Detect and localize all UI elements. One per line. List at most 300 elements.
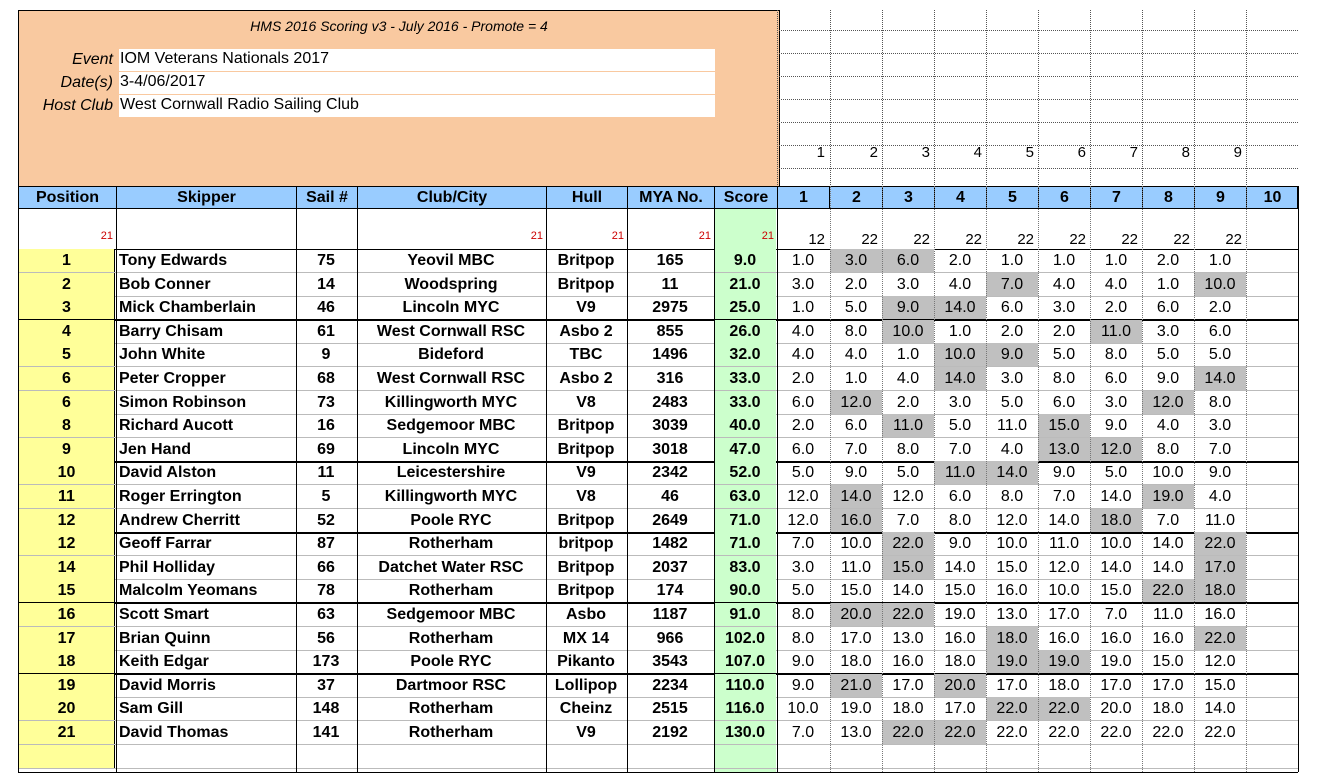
race-result-cell[interactable]: 11.0 [1205,511,1235,529]
sail-number-cell: 11 [317,464,335,482]
race-result-cell[interactable]: 10.0 [934,343,986,366]
race-result-cell[interactable]: 13.0 [892,629,924,647]
score-cell: 26.0 [714,320,776,343]
table-row[interactable] [18,249,1298,273]
race-result-cell[interactable]: 15.0 [882,556,934,579]
race-column-divider [882,186,883,772]
race-result-cell[interactable]: 6.0 [791,440,815,458]
race-result-cell[interactable]: 16.0 [1204,606,1236,623]
race-result-cell[interactable]: 3.0 [1104,393,1128,411]
table-row[interactable] [18,603,1298,627]
club-cell: Sedgemoor MBC [386,417,516,435]
race-result-cell[interactable]: 11.0 [934,461,986,484]
column-header-5[interactable]: 5 [987,187,1039,208]
race-result-cell[interactable]: 1.0 [948,322,972,340]
race-result-cell[interactable]: 5.0 [948,417,972,435]
race-result-cell[interactable]: 22.0 [882,532,934,555]
table-row[interactable] [18,721,1298,745]
race-result-cell[interactable]: 7.0 [1156,511,1180,529]
event-field[interactable] [119,49,715,71]
race-result-cell[interactable]: 7.0 [896,511,920,529]
race-result-cell[interactable]: 1.0 [1104,252,1128,269]
race-result-cell[interactable]: 17.0 [996,676,1028,694]
race-result-cell[interactable]: 22.0 [882,721,934,744]
race-result-cell[interactable]: 14.0 [1152,558,1184,576]
race-result-cell[interactable]: 14.0 [830,485,882,508]
race-result-cell[interactable]: 6.0 [948,488,972,505]
race-count: 22 [1225,231,1242,248]
column-header-2[interactable]: 2 [831,187,883,208]
race-result-cell[interactable]: 22.0 [1194,532,1246,555]
race-result-cell[interactable]: 15.0 [840,582,872,600]
race-result-cell[interactable]: 19.0 [944,606,976,623]
race-result-cell[interactable]: 8.0 [844,322,868,340]
score-cell: 47.0 [714,438,776,461]
race-result-cell[interactable]: 4.0 [1104,275,1128,293]
race-result-cell[interactable]: 17.0 [840,629,872,647]
race-result-cell[interactable]: 17.0 [1100,676,1132,694]
race-result-cell[interactable]: 4.0 [1208,488,1232,505]
column-divider [116,186,117,772]
race-result-cell[interactable]: 7.0 [1208,440,1232,458]
race-result-cell[interactable]: 1.0 [1052,252,1076,269]
race-result-cell[interactable]: 10.0 [882,320,934,343]
mya-number-cell: 316 [656,370,684,387]
hull-cell: Pikanto [557,653,615,671]
race-result-cell[interactable]: 16.0 [1100,629,1132,647]
race-result-cell[interactable]: 12.0 [1090,438,1142,461]
race-result-cell[interactable]: 9.0 [882,296,934,319]
race-result-cell[interactable]: 6.0 [1104,370,1128,387]
race-result-cell[interactable]: 3.0 [1208,417,1232,435]
race-result-cell[interactable]: 5.0 [1156,346,1180,364]
score-cell: 52.0 [714,461,776,484]
race-result-cell[interactable]: 11.0 [882,414,934,437]
sail-number-cell: 148 [312,700,340,718]
race-result-cell[interactable]: 6.0 [1156,299,1180,317]
race-result-cell[interactable]: 22.0 [1038,697,1090,720]
race-column-divider [986,186,987,772]
race-result-cell[interactable]: 15.0 [1100,582,1132,600]
column-divider [714,186,715,772]
table-row[interactable] [18,650,1298,675]
race-result-cell[interactable]: 18.0 [986,627,1038,650]
race-result-cell[interactable]: 1.0 [844,370,868,387]
race-result-cell[interactable]: 2.0 [1000,322,1024,340]
table-row[interactable] [18,627,1298,651]
score-cell: 116.0 [714,697,776,720]
race-result-cell[interactable]: 22.0 [1100,724,1132,741]
race-result-cell[interactable]: 21.0 [830,674,882,697]
race-result-cell[interactable]: 14.0 [1152,535,1184,553]
race-result-cell[interactable]: 13.0 [840,724,872,741]
race-result-cell[interactable]: 5.0 [791,582,815,600]
club-cell: Rotherham [408,700,494,718]
race-result-cell[interactable]: 5.0 [896,464,920,482]
race-result-cell[interactable]: 3.0 [830,249,882,272]
race-result-cell[interactable]: 2.0 [844,275,868,293]
club-cell: Lincoln MYC [402,440,500,458]
race-number-top: 6 [1077,144,1086,161]
score-cell: 91.0 [714,603,776,626]
race-result-cell[interactable]: 16.0 [830,509,882,532]
club-cell: Rotherham [408,582,494,600]
race-result-cell[interactable]: 12.0 [830,391,882,414]
race-result-cell[interactable]: 19.0 [986,650,1038,673]
race-result-cell[interactable]: 3.0 [1000,370,1024,387]
hull-cell: V8 [576,393,596,411]
race-result-cell[interactable]: 17.0 [1048,606,1080,623]
race-result-cell[interactable]: 16.0 [996,582,1028,600]
race-result-cell[interactable]: 4.0 [844,346,868,364]
race-result-cell[interactable]: 3.0 [896,275,920,293]
column-header-8[interactable]: 8 [1143,187,1195,208]
race-result-cell[interactable]: 9.0 [1052,464,1076,482]
race-result-cell[interactable]: 7.0 [986,273,1038,296]
race-result-cell[interactable]: 8.0 [1156,440,1180,458]
race-result-cell[interactable]: 15.0 [1038,414,1090,437]
table-row[interactable] [18,438,1298,463]
race-result-cell[interactable]: 22.0 [996,724,1028,741]
column-header-3[interactable]: 3 [883,187,935,208]
club-cell: Poole RYC [410,653,492,671]
race-result-cell[interactable]: 10.0 [787,700,819,718]
race-result-cell[interactable]: 19.0 [1038,650,1090,673]
race-result-cell[interactable]: 7.0 [791,535,815,553]
skipper-cell: Roger Errington [119,488,242,505]
table-row[interactable] [18,556,1298,580]
race-result-cell[interactable]: 9.0 [791,676,815,694]
race-result-cell[interactable]: 19.0 [1142,485,1194,508]
race-result-cell[interactable]: 7.0 [1104,606,1128,623]
club-cell: Bideford [418,346,484,364]
table-row[interactable] [18,296,1298,321]
race-result-cell[interactable]: 1.0 [1208,252,1232,269]
race-result-cell[interactable]: 5.0 [1208,346,1232,364]
race-result-cell[interactable]: 5.0 [1104,464,1128,482]
race-result-cell[interactable]: 12.0 [1142,391,1194,414]
race-result-cell[interactable]: 14.0 [934,367,986,390]
race-count: 22 [913,231,930,248]
column-header-skipper[interactable]: Skipper [117,187,297,208]
race-result-cell[interactable]: 8.0 [1104,346,1128,364]
race-result-cell[interactable]: 8.0 [896,440,920,458]
race-result-cell[interactable]: 18.0 [1090,509,1142,532]
race-result-cell[interactable]: 17.0 [1152,676,1184,694]
race-result-cell[interactable]: 6.0 [1208,322,1232,340]
table-bottom-border [18,772,1298,773]
position-cell: 2 [18,273,115,296]
column-header-9[interactable]: 9 [1195,187,1247,208]
score-cell: 40.0 [714,414,776,437]
score-cell: 9.0 [714,249,776,272]
score-cell: 21.0 [714,273,776,296]
race-result-cell[interactable]: 1.0 [1156,275,1180,293]
race-result-cell[interactable]: 17.0 [1194,556,1246,579]
race-result-cell[interactable]: 16.0 [1048,629,1080,647]
club-cell: Rotherham [408,629,494,647]
race-result-cell[interactable]: 1.0 [791,299,815,317]
race-result-cell[interactable]: 12.0 [787,488,819,505]
sail-number-cell: 78 [317,582,335,600]
race-result-cell[interactable]: 14.0 [1194,367,1246,390]
mya-number-cell: 1187 [652,606,688,623]
race-result-cell[interactable]: 17.0 [892,676,924,694]
race-result-cell[interactable]: 3.0 [1156,322,1180,340]
race-result-cell[interactable]: 9.0 [948,535,972,553]
race-result-cell[interactable]: 8.0 [1052,370,1076,387]
race-count: 22 [1173,231,1190,248]
race-result-cell[interactable]: 3.0 [791,275,815,293]
race-result-cell[interactable]: 4.0 [1052,275,1076,293]
mya-number-cell: 3543 [652,653,688,671]
race-result-cell[interactable]: 8.0 [791,629,815,647]
race-result-cell[interactable]: 19.0 [840,700,872,718]
club-cell: Leicestershire [396,464,506,482]
table-row[interactable] [18,697,1298,721]
race-result-cell[interactable]: 19.0 [1100,653,1132,671]
race-result-cell[interactable]: 2.0 [791,417,815,435]
race-result-cell[interactable]: 20.0 [1100,700,1132,718]
position-cell: 3 [18,296,115,319]
race-result-cell[interactable]: 16.0 [1152,629,1184,647]
race-result-cell[interactable]: 18.0 [1194,579,1246,602]
race-result-cell[interactable]: 14.0 [892,582,924,600]
race-result-cell[interactable]: 20.0 [934,674,986,697]
table-row[interactable] [18,273,1298,297]
race-result-cell[interactable]: 5.0 [791,464,815,482]
race-result-cell[interactable]: 20.0 [830,603,882,626]
column-header-4[interactable]: 4 [935,187,987,208]
race-column-divider [1090,186,1091,772]
skipper-cell: Scott Smart [119,606,209,623]
race-result-cell[interactable]: 2.0 [791,370,815,387]
race-result-cell[interactable]: 10.0 [1194,273,1246,296]
race-number-top: 7 [1129,144,1138,161]
race-result-cell[interactable]: 12.0 [892,488,924,505]
race-result-cell[interactable]: 4.0 [896,370,920,387]
race-result-cell[interactable]: 15.0 [1152,653,1184,671]
hull-cell: V9 [576,299,596,317]
table-row[interactable] [18,343,1298,367]
column-header-hull[interactable]: Hull [547,187,628,208]
score-cell: 25.0 [714,296,776,319]
race-result-cell[interactable]: 14.0 [1048,511,1080,529]
race-result-cell[interactable]: 6.0 [1052,393,1076,411]
race-result-cell[interactable]: 9.0 [1156,370,1180,387]
race-result-cell[interactable]: 10.0 [1048,582,1080,600]
column-header-sail-[interactable]: Sail # [297,187,358,208]
race-result-cell[interactable]: 8.0 [948,511,972,529]
race-result-cell[interactable]: 4.0 [1000,440,1024,458]
race-result-cell[interactable]: 22.0 [934,721,986,744]
race-result-cell[interactable]: 22.0 [1142,579,1194,602]
race-result-cell[interactable]: 2.0 [1104,299,1128,317]
column-header-10[interactable]: 10 [1247,187,1299,208]
race-result-cell[interactable]: 10.0 [996,535,1028,553]
table-row[interactable] [18,320,1298,344]
score-cell: 130.0 [714,721,776,744]
position-cell: 4 [18,320,115,343]
club-cell: Killingworth MYC [384,488,518,505]
dates-field[interactable] [119,72,715,94]
sail-number-cell: 46 [317,299,335,317]
position-cell: 14 [18,556,115,579]
race-result-cell[interactable]: 8.0 [1208,393,1232,411]
column-header-score[interactable]: Score [715,187,778,208]
race-column-divider [1246,186,1247,772]
race-result-cell[interactable]: 22.0 [882,603,934,626]
race-result-cell[interactable]: 14.0 [1100,558,1132,576]
column-header-mya-no-[interactable]: MYA No. [628,187,715,208]
race-result-cell[interactable]: 5.0 [844,299,868,317]
race-result-cell[interactable]: 16.0 [944,629,976,647]
race-result-cell[interactable]: 17.0 [944,700,976,718]
race-result-cell[interactable]: 4.0 [791,346,815,364]
race-result-cell[interactable]: 15.0 [944,582,976,600]
race-result-cell[interactable]: 6.0 [1000,299,1024,317]
race-result-cell[interactable]: 1.0 [1000,252,1024,269]
race-result-cell[interactable]: 4.0 [791,322,815,340]
race-result-cell[interactable]: 6.0 [844,417,868,435]
race-result-cell[interactable]: 12.0 [787,511,819,529]
race-result-cell[interactable]: 2.0 [1208,299,1232,317]
skipper-cell: David Morris [119,676,216,694]
skipper-cell: Sam Gill [119,700,184,718]
race-result-cell[interactable]: 12.0 [996,511,1028,529]
table-row[interactable] [18,532,1298,556]
race-result-cell[interactable]: 7.0 [791,724,815,741]
race-result-cell[interactable]: 2.0 [948,252,972,269]
race-result-cell[interactable]: 22.0 [986,697,1038,720]
race-result-cell[interactable]: 9.0 [986,343,1038,366]
race-result-cell[interactable]: 6.0 [791,393,815,411]
race-result-cell[interactable]: 22.0 [1152,724,1184,741]
race-result-cell[interactable]: 10.0 [1152,464,1184,482]
race-result-cell[interactable]: 18.0 [1152,700,1184,718]
race-result-cell[interactable]: 11.0 [1153,606,1183,623]
table-row[interactable] [18,674,1298,698]
race-result-cell[interactable]: 14.0 [1100,488,1132,505]
race-result-cell[interactable]: 1.0 [791,252,815,269]
sail-number-cell: 141 [312,724,340,741]
race-result-cell[interactable]: 9.0 [791,653,815,671]
table-row[interactable] [18,579,1298,604]
race-result-cell[interactable]: 5.0 [1000,393,1024,411]
race-result-cell[interactable]: 13.0 [996,606,1028,623]
race-result-cell[interactable]: 9.0 [1208,464,1232,482]
race-result-cell[interactable]: 18.0 [1048,676,1080,694]
race-result-cell[interactable]: 22.0 [1048,724,1080,741]
race-result-cell[interactable]: 18.0 [840,653,872,671]
event-label: Event [72,51,113,68]
race-result-cell[interactable]: 10.0 [840,535,872,553]
race-result-cell[interactable]: 9.0 [844,464,868,482]
hull-cell: Britpop [557,582,615,600]
race-result-cell[interactable]: 12.0 [1048,558,1080,576]
race-result-cell[interactable]: 15.0 [996,558,1028,576]
score-cell: 107.0 [714,650,776,673]
host-club-label: Host Club [42,97,113,114]
skipper-cell: Keith Edgar [119,653,209,671]
race-result-cell[interactable]: 3.0 [948,393,972,411]
race-result-cell[interactable]: 11.0 [1049,535,1079,553]
race-result-cell[interactable]: 4.0 [1156,417,1180,435]
race-result-cell[interactable]: 14.0 [944,558,976,576]
score-cell: 90.0 [714,579,776,602]
race-result-cell[interactable]: 15.0 [1204,676,1236,694]
table-row[interactable] [18,509,1298,534]
position-cell: 9 [18,438,115,461]
host-club-field[interactable] [119,95,715,117]
position-cell: 19 [18,674,115,697]
column-header-7[interactable]: 7 [1091,187,1143,208]
mya-number-cell: 2037 [652,558,688,576]
race-result-cell[interactable]: 6.0 [882,249,934,272]
race-result-cell[interactable]: 11.0 [841,558,871,576]
club-cell: Lincoln MYC [402,299,500,317]
race-result-cell[interactable]: 4.0 [948,275,972,293]
race-result-cell[interactable]: 22.0 [1194,627,1246,650]
column-divider [546,186,547,772]
column-header-position[interactable]: Position [19,187,117,208]
skipper-cell: David Alston [119,464,217,482]
race-result-cell[interactable]: 10.0 [1100,535,1132,553]
race-result-cell[interactable]: 5.0 [1052,346,1076,364]
column-header-club-city[interactable]: Club/City [358,187,547,208]
race-result-cell[interactable]: 11.0 [997,417,1027,435]
race-result-cell[interactable]: 7.0 [1052,488,1076,505]
table-row-empty[interactable] [18,745,1298,769]
race-result-cell[interactable]: 12.0 [1204,653,1236,671]
race-result-cell[interactable]: 9.0 [1104,417,1128,435]
table-row[interactable] [18,414,1298,438]
race-result-cell[interactable]: 7.0 [844,440,868,458]
event-value: IOM Veterans Nationals 2017 [120,50,330,67]
race-result-cell[interactable]: 2.0 [896,393,920,411]
race-result-cell[interactable]: 2.0 [1052,322,1076,340]
race-result-cell[interactable]: 18.0 [892,700,924,718]
race-result-cell[interactable]: 22.0 [1204,724,1236,741]
race-result-cell[interactable]: 8.0 [1000,488,1024,505]
column-header-1[interactable]: 1 [778,187,830,208]
race-result-cell[interactable]: 3.0 [1052,299,1076,317]
race-result-cell[interactable]: 14.0 [1204,700,1236,718]
race-result-cell[interactable]: 1.0 [896,346,920,364]
table-row[interactable] [18,391,1298,415]
table-row[interactable] [18,367,1298,391]
race-result-cell[interactable]: 14.0 [986,461,1038,484]
race-result-cell[interactable]: 7.0 [948,440,972,458]
hull-cell: Britpop [557,558,615,576]
race-result-cell[interactable]: 3.0 [791,558,815,576]
race-result-cell[interactable]: 8.0 [791,606,815,623]
hull-cell: V8 [576,488,596,505]
race-result-cell[interactable]: 16.0 [892,653,924,671]
hull-cell: Britpop [557,252,615,269]
table-row[interactable] [18,461,1298,485]
race-result-cell[interactable]: 2.0 [1156,252,1180,269]
position-cell: 11 [18,485,115,508]
table-row[interactable] [18,485,1298,509]
race-result-cell[interactable]: 13.0 [1038,438,1090,461]
column-header-6[interactable]: 6 [1039,187,1091,208]
race-result-cell[interactable]: 11.0 [1090,320,1142,343]
race-result-cell[interactable]: 18.0 [944,653,976,671]
column-divider [627,186,628,772]
race-result-cell[interactable]: 14.0 [934,296,986,319]
mya-number-cell: 2192 [652,724,688,741]
